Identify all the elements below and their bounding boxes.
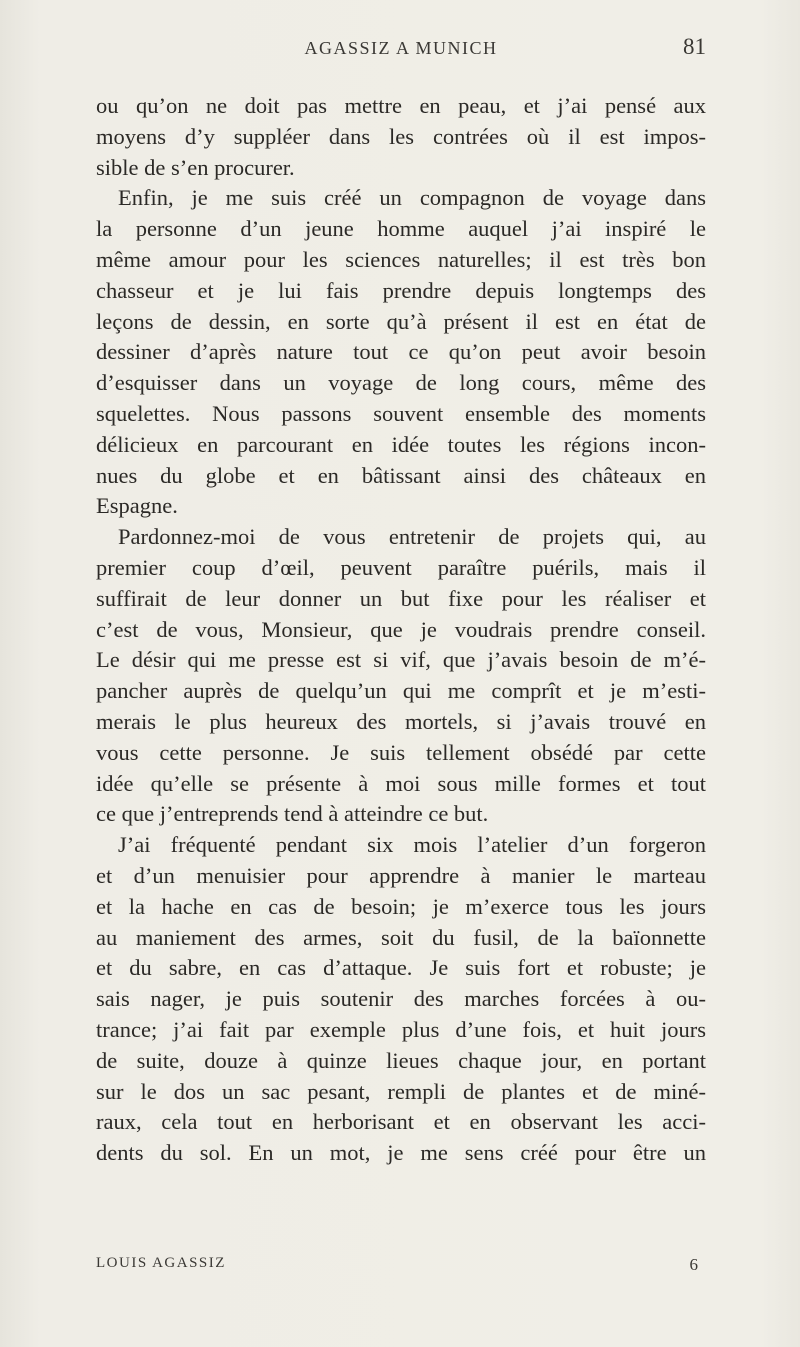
signature-number: 6 xyxy=(689,1255,698,1274)
running-title: AGASSIZ A MUNICH xyxy=(304,38,498,58)
text-line: de suite, douze à quinze lieues chaque jour, en portant xyxy=(96,1047,706,1073)
text-line: raux, cela tout en herborisant et en observant les acci- xyxy=(96,1109,706,1135)
text-line: c’est de vous, Monsieur, que je voudrais prendre conseil. xyxy=(96,616,706,642)
text-line: vous cette personne. Je suis tellement obsédé par cette xyxy=(96,739,706,765)
text-line: idée qu’elle se présente à moi sous mille formes et tout xyxy=(96,770,706,796)
text-line: Le désir qui me presse est si vif, que j’avais besoin de m’é- xyxy=(96,647,706,673)
text-line: sur le dos un sac pesant, rempli de plantes et de miné- xyxy=(96,1078,706,1104)
text-line: squelettes. Nous passons souvent ensemble des moments xyxy=(96,400,706,426)
text-line: J’ai fréquenté pendant six mois l’atelier d’un forgeron xyxy=(118,832,706,858)
text-line: la personne d’un jeune homme auquel j’ai inspiré le xyxy=(96,216,706,242)
text-line: même amour pour les sciences naturelles; il est très bon xyxy=(96,246,706,272)
text-line: dessiner d’après nature tout ce qu’on peut avoir besoin xyxy=(96,339,706,365)
text-line: pancher auprès de quelqu’un qui me comprît et je m’esti- xyxy=(96,678,706,704)
text-line: au maniement des armes, soit du fusil, de la baïonnette xyxy=(96,924,706,950)
printer-signature: LOUIS AGASSIZ xyxy=(96,1255,226,1271)
text-line: délicieux en parcourant en idée toutes les régions incon- xyxy=(96,431,706,457)
text-line: Espagne. xyxy=(96,493,178,519)
text-line: d’esquisser dans un voyage de long cours, même des xyxy=(96,370,706,396)
text-line: premier coup d’œil, peuvent paraître puérils, mais il xyxy=(96,554,706,580)
body-text xyxy=(96,91,706,1169)
text-line: Pardonnez-moi de vous entretenir de projets qui, au xyxy=(118,524,706,550)
text-line: sais nager, je puis soutenir des marches forcées à ou- xyxy=(96,986,706,1012)
page-number: 81 xyxy=(683,34,706,59)
text-line: moyens d’y suppléer dans les contrées où il est impos- xyxy=(96,123,706,149)
text-line: et d’un menuisier pour apprendre à manier le marteau xyxy=(96,862,706,888)
text-line: ou qu’on ne doit pas mettre en peau, et j’ai pensé aux xyxy=(96,93,706,118)
running-head xyxy=(96,34,706,68)
page-footer xyxy=(96,1255,706,1279)
text-line: suffirait de leur donner un but fixe pour les réaliser et xyxy=(96,585,706,611)
text-line: merais le plus heureux des mortels, si j’avais trouvé en xyxy=(96,708,706,734)
text-line: et la hache en cas de besoin; je m’exerce tous les jours xyxy=(96,893,706,919)
text-line: Enfin, je me suis créé un compagnon de voyage dans xyxy=(118,185,706,211)
text-line: leçons de dessin, en sorte qu’à présent il est en état de xyxy=(96,308,706,334)
text-line: dents du sol. En un mot, je me sens créé pour être un xyxy=(96,1140,706,1166)
text-line: sible de s’en procurer. xyxy=(96,154,295,180)
text-line: et du sabre, en cas d’attaque. Je suis fort et robuste; je xyxy=(96,955,706,981)
text-line: trance; j’ai fait par exemple plus d’une fois, et huit jours xyxy=(96,1016,706,1042)
text-line: chasseur et je lui fais prendre depuis longtemps des xyxy=(96,277,706,303)
text-line: nues du globe et en bâtissant ainsi des châteaux en xyxy=(96,462,706,488)
text-line: ce que j’entreprends tend à atteindre ce but. xyxy=(96,801,489,827)
